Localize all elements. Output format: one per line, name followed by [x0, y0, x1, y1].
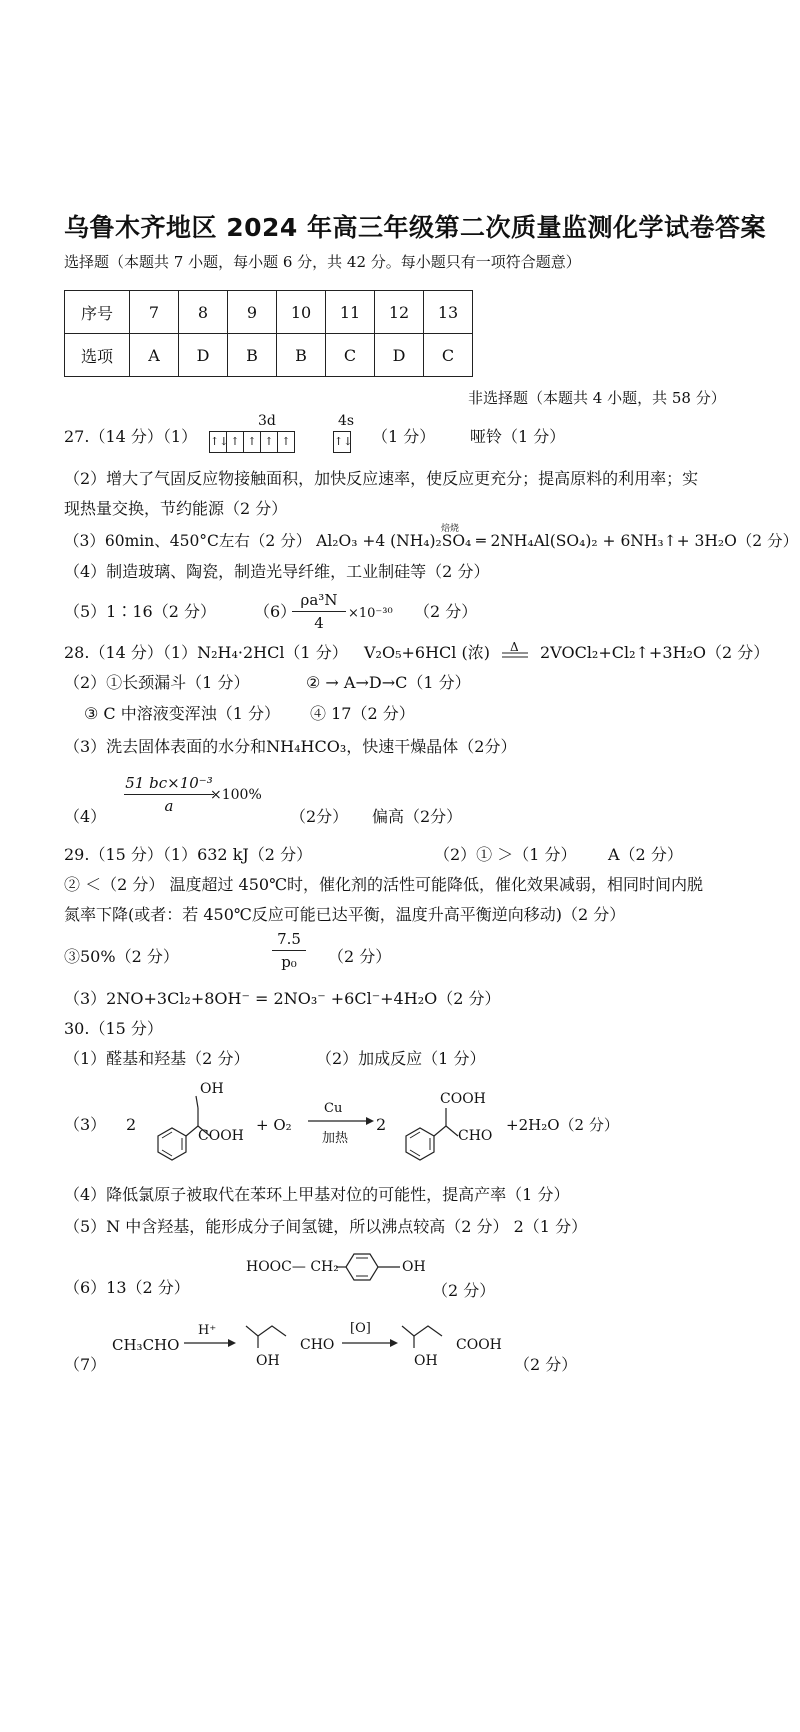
orbital-box: ↑: [260, 431, 278, 453]
fraction-bar: [124, 794, 214, 795]
q29-part5: （3）2NO+3Cl₂+8OH⁻ = 2NO₃⁻ +6Cl⁻+4H₂O（2 分）: [64, 989, 501, 1008]
q30-part3-coef: 2: [126, 1115, 137, 1134]
q29-part3a: ② ＜（2 分） 温度超过 450℃时，催化剂的活性可能降低，催化效果减弱，相同时间内脱: [64, 875, 703, 894]
nonchoice-section-header: 非选择题（本题共 4 小题，共 58 分）: [468, 389, 726, 407]
orbital-label-4s: 4s: [338, 413, 355, 429]
orbital-box: ↑↓: [209, 431, 227, 453]
q27-part6-fraction: [292, 591, 346, 632]
q27-part2a: （2）增大了气固反应物接触面积，加快反应速率，使反应更充分；提高原料的利用率；实: [64, 469, 699, 488]
q30-part7-start: CH₃CHO: [112, 1336, 180, 1354]
q30-part4: （4）降低氯原子被取代在苯环上甲基对位的可能性，提高产率（1 分）: [64, 1185, 570, 1204]
q30-part7-label: （7）: [64, 1355, 107, 1374]
table-cell: A: [130, 334, 179, 377]
choice-section-header: 选择题（本题共 7 小题，每小题 6 分，共 42 分。每小题只有一项符合题意）: [64, 253, 581, 271]
q30-part3-product-cho: CHO: [458, 1128, 493, 1144]
q29-part1: 29.（15 分）（1）632 kJ（2 分）: [64, 845, 313, 864]
reaction-arrow: [182, 1338, 238, 1348]
table-cell: C: [326, 334, 375, 377]
orbital-diagram-4s: [334, 431, 351, 453]
q30-part3-o2: + O₂: [256, 1116, 292, 1134]
q30-part7-oh1: OH: [256, 1353, 280, 1369]
orbital-diagram-3d: [210, 431, 295, 453]
q28-part4-score: （2分）: [290, 807, 349, 826]
orbital-box: ↑↓: [333, 431, 351, 453]
q28-part4-label: （4）: [64, 807, 107, 826]
q27-part6-label: （6）: [254, 602, 297, 621]
q30-part6: （6）13（2 分）: [64, 1278, 190, 1297]
table-cell: 10: [277, 291, 326, 334]
q30-part3-oh: OH: [200, 1081, 224, 1097]
table-row: [65, 291, 473, 334]
fraction-numerator: 51 bc×10⁻³: [125, 774, 213, 792]
q29-part3b: 氮率下降(或者：若 450℃反应可能已达平衡，温度升高平衡逆向移动)（2 分）: [64, 905, 626, 924]
q30-part7-score: （2 分）: [514, 1355, 578, 1374]
table-cell: 13: [424, 291, 473, 334]
orbital-box: ↑: [226, 431, 244, 453]
q30-part7-oh2: OH: [414, 1353, 438, 1369]
q27-reaction-condition: 焙烧: [441, 524, 460, 534]
table-cell: 选项: [65, 334, 130, 377]
q30-part3-product-cooh: COOH: [440, 1091, 486, 1107]
q30-part3-tail: +2H₂O（2 分）: [506, 1116, 619, 1134]
q29-part2-answer: A（2 分）: [608, 845, 683, 864]
table-cell: C: [424, 334, 473, 377]
reaction-arrow: [340, 1338, 400, 1348]
q30-part3-catalyst: Cu: [324, 1101, 343, 1116]
q28-part3: （3）洗去固体表面的水分和NH₄HCO₃，快速干燥晶体（2分）: [64, 737, 517, 756]
q28-part2c: ③ C 中溶液变浑浊（1 分）: [84, 704, 281, 723]
q27-part6-score: （2 分）: [414, 602, 478, 621]
q27-part6-tail: ×10⁻³⁰: [348, 606, 393, 621]
q29-part2: （2）① ＞（1 分）: [434, 845, 577, 864]
table-cell: 9: [228, 291, 277, 334]
q30-part3-cooh: COOH: [198, 1128, 244, 1144]
q28-part2: （2）①长颈漏斗（1 分）: [64, 673, 250, 692]
fraction-denominator: 4: [314, 614, 324, 632]
fraction-numerator: ρa³N: [300, 591, 338, 609]
q27-head: 27.（14 分）（1）: [64, 427, 198, 446]
q30-part1: （1）醛基和羟基（2 分）: [64, 1049, 250, 1068]
q30-part6-score: （2 分）: [432, 1281, 496, 1300]
q28-part1: 28.（14 分）（1）N₂H₄·2HCl（1 分）: [64, 643, 348, 662]
orbital-box: ↑: [243, 431, 261, 453]
q27-part4: （4）制造玻璃、陶瓷，制造光导纤维，工业制硅等（2 分）: [64, 562, 490, 581]
table-cell: B: [277, 334, 326, 377]
fraction-denominator: p₀: [281, 953, 297, 971]
table-cell: D: [375, 334, 424, 377]
q28-part4-high: 偏高（2分）: [372, 807, 463, 826]
q30-part3-label: （3）: [64, 1115, 107, 1134]
q30-part2: （2）加成反应（1 分）: [316, 1049, 486, 1068]
table-row: [65, 334, 473, 377]
q28-part2d: ④ 17（2 分）: [310, 704, 415, 723]
q27-part2b: 现热量交换，节约能源（2 分）: [64, 499, 288, 518]
q27-dumbbell: 哑铃（1 分）: [470, 427, 566, 446]
q30-head: 30.（15 分）: [64, 1019, 163, 1038]
q30-part6-left: HOOC— CH₂: [246, 1259, 339, 1275]
fraction-bar: [272, 950, 306, 951]
q29-part4-fraction: [272, 930, 306, 971]
reaction-arrow: [306, 1116, 376, 1126]
fraction-denominator: a: [164, 797, 174, 815]
answer-table: [64, 290, 473, 377]
page-title: 乌鲁木齐地区 2024 年高三年级第二次质量监测化学试卷答案: [64, 213, 766, 242]
q30-part3-heat: 加热: [322, 1131, 349, 1146]
orbital-box: ↑: [277, 431, 295, 453]
q28-part2b: ② → A→D→C（1 分）: [306, 673, 471, 692]
q27-part3: （3）60min、450°C左右（2 分） Al₂O₃ +4 (NH₄)₂SO₄ ═ 2NH₄Al(SO₄)₂ + 6NH₃↑+ 3H₂O（2 分）: [64, 532, 799, 550]
q30-part7-cooh: COOH: [456, 1337, 502, 1353]
q30-part7-oxidation: [O]: [350, 1321, 371, 1336]
q29-part4: ③50%（2 分）: [64, 947, 179, 966]
table-cell: 7: [130, 291, 179, 334]
table-cell: D: [179, 334, 228, 377]
q27-part5: （5）1∶16（2 分）: [64, 602, 216, 621]
q28-condition: Δ: [510, 640, 519, 654]
q28-equation-right: 2VOCl₂+Cl₂↑+3H₂O（2 分）: [540, 643, 770, 662]
q28-part4-fraction: [124, 774, 214, 815]
table-cell: 12: [375, 291, 424, 334]
table-cell: B: [228, 334, 277, 377]
table-cell: 序号: [65, 291, 130, 334]
fraction-numerator: 7.5: [277, 930, 301, 948]
benzene-ring-para: [336, 1246, 406, 1290]
q30-part7-cho: CHO: [300, 1337, 335, 1353]
q29-part4-score: （2 分）: [328, 947, 392, 966]
orbital-label-3d: 3d: [258, 413, 276, 429]
q30-part3-coef2: 2: [376, 1115, 387, 1134]
q28-part4-tail: ×100%: [210, 787, 262, 803]
q30-part7-acid: H⁺: [198, 1323, 217, 1338]
equilibrium-sign: [500, 650, 530, 660]
q27-score1: （1 分）: [372, 427, 436, 446]
q30-part5: （5）N 中含羟基，能形成分子间氢键，所以沸点较高（2 分） 2（1 分）: [64, 1217, 588, 1236]
q30-part6-oh: OH: [402, 1259, 426, 1275]
table-cell: 11: [326, 291, 375, 334]
q28-equation-left: V₂O₅+6HCl (浓): [364, 643, 490, 662]
fraction-bar: [292, 611, 346, 612]
table-cell: 8: [179, 291, 228, 334]
